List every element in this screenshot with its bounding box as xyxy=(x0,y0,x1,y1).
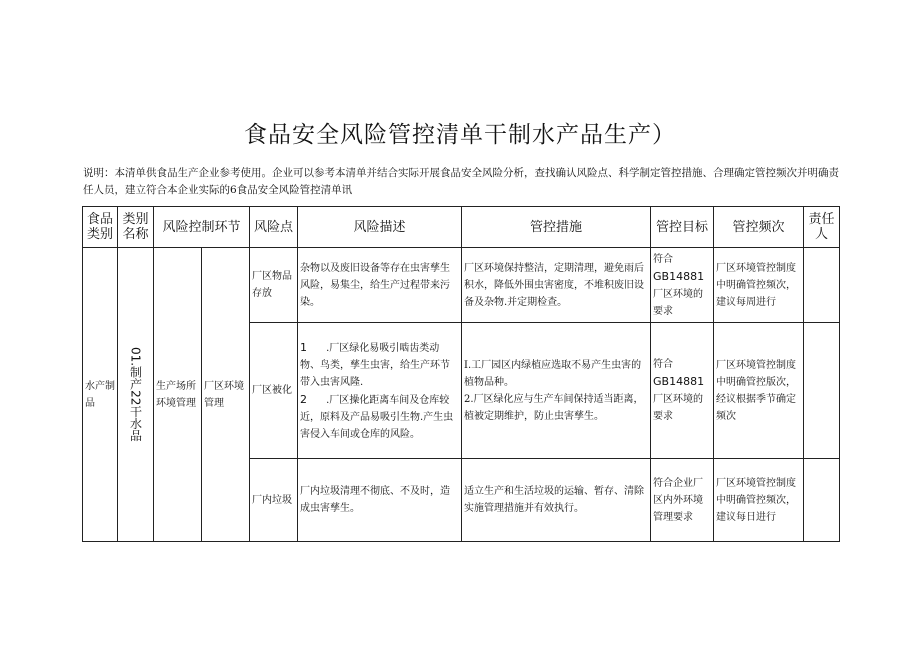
risk-point-cell: 厂区被化 xyxy=(250,323,298,459)
table-row xyxy=(83,248,840,323)
responsible-cell xyxy=(804,248,840,323)
measures-2: 2.厂区绿化应与生产车间保持适当距离，植被定期维护，防止虫害孳生。 xyxy=(464,393,644,422)
header-measures: 管控措施 xyxy=(462,207,651,248)
description: 说明：本清单供食品生产企业参考使用。企业可以参考本清单并结合实际开展食品安全风险分析，查找确认风险点、科学制定管控措施、合理确定管控频次并明确责任人员，建立符合本企业实际的6食品安全风险管控清单讯 xyxy=(83,167,839,196)
target-code: GB14881 xyxy=(653,269,705,283)
target-suffix: 厂区环境的要求 xyxy=(653,394,703,422)
target-cell: 符合企业厂区内外环境管理要求 xyxy=(651,459,714,542)
risk-point-cell: 厂内垃圾 xyxy=(250,459,298,542)
header-responsible: 责任人 xyxy=(804,207,840,248)
food-category-cell: 水产制品 xyxy=(83,248,118,542)
risk-desc-2: .厂区操化距离车间及仓库较近，原料及产品易吸引生物.产生虫害侵入车间或仓库的风险。 xyxy=(300,394,454,440)
measures-cell: 适立生产和生活垃圾的运输、暂存、清除实施管理措施并有效执行。 xyxy=(462,459,651,542)
risk-point-cell: 厂区物品存放 xyxy=(250,248,298,323)
measures-1: I.工厂园区内绿植应选取不易产生虫害的植物品种。 xyxy=(464,359,642,388)
target-cell xyxy=(651,248,714,323)
responsible-cell xyxy=(804,459,840,542)
risk-desc-cell xyxy=(298,323,462,459)
header-risk-point: 风险点 xyxy=(250,207,298,248)
frequency-cell: 厂区环境管控制度中明确管控版次，经议根据季节确定频次 xyxy=(714,323,804,459)
target-prefix: 符合 xyxy=(653,253,673,265)
header-frequency: 管控频次 xyxy=(714,207,804,248)
target-prefix: 符合 xyxy=(653,359,673,370)
header-target: 管控目标 xyxy=(651,207,714,248)
target-cell xyxy=(651,323,714,459)
control-link-sub-cell: 厂区环境管理 xyxy=(202,248,250,542)
header-risk-desc: 风险描述 xyxy=(298,207,462,248)
risk-desc-1-num: 1 xyxy=(300,340,307,354)
category-name-text: 01.制产22干水品 xyxy=(128,347,143,442)
category-name-cell xyxy=(118,248,154,542)
target-suffix: 厂区环境的要求 xyxy=(653,288,703,317)
risk-desc-cell: 杂物以及废旧设备等存在虫害孳生风险，易集尘，给生产过程带来污染。 xyxy=(298,248,462,323)
risk-desc-cell: 厂内垃圾清理不彻底、不及时，造成虫害孳生。 xyxy=(298,459,462,542)
responsible-cell xyxy=(804,323,840,459)
frequency-cell: 厂区环境管控制度中明确管控频次，建议每周进行 xyxy=(714,248,804,323)
header-category-name: 类别名称 xyxy=(118,207,154,248)
header-control-link: 风险控制环节 xyxy=(154,207,250,248)
header-row xyxy=(83,207,840,248)
risk-control-table xyxy=(82,206,840,542)
measures-cell: 厂区环境保持整洁，定期清理，避免雨后积水，降低外围虫害密度，不堆积废旧设备及杂物.并定期检查。 xyxy=(462,248,651,323)
header-food-category: 食品类别 xyxy=(83,207,118,248)
page-title: 食品安全风险管控清单干制水产品生产） xyxy=(244,122,676,148)
risk-desc-2-num: 2 xyxy=(300,392,307,406)
target-code: GB14881 xyxy=(653,375,705,388)
control-link-main-cell: 生产场所环境管理 xyxy=(154,248,202,542)
measures-cell xyxy=(462,323,651,459)
frequency-cell: 厂区环境管控制度中明确管控频次，建议每日进行 xyxy=(714,459,804,542)
risk-desc-1: .厂区绿化易吸引啮齿类动物、鸟类，孳生虫害，给生产环节带入虫害风隆. xyxy=(300,342,450,388)
